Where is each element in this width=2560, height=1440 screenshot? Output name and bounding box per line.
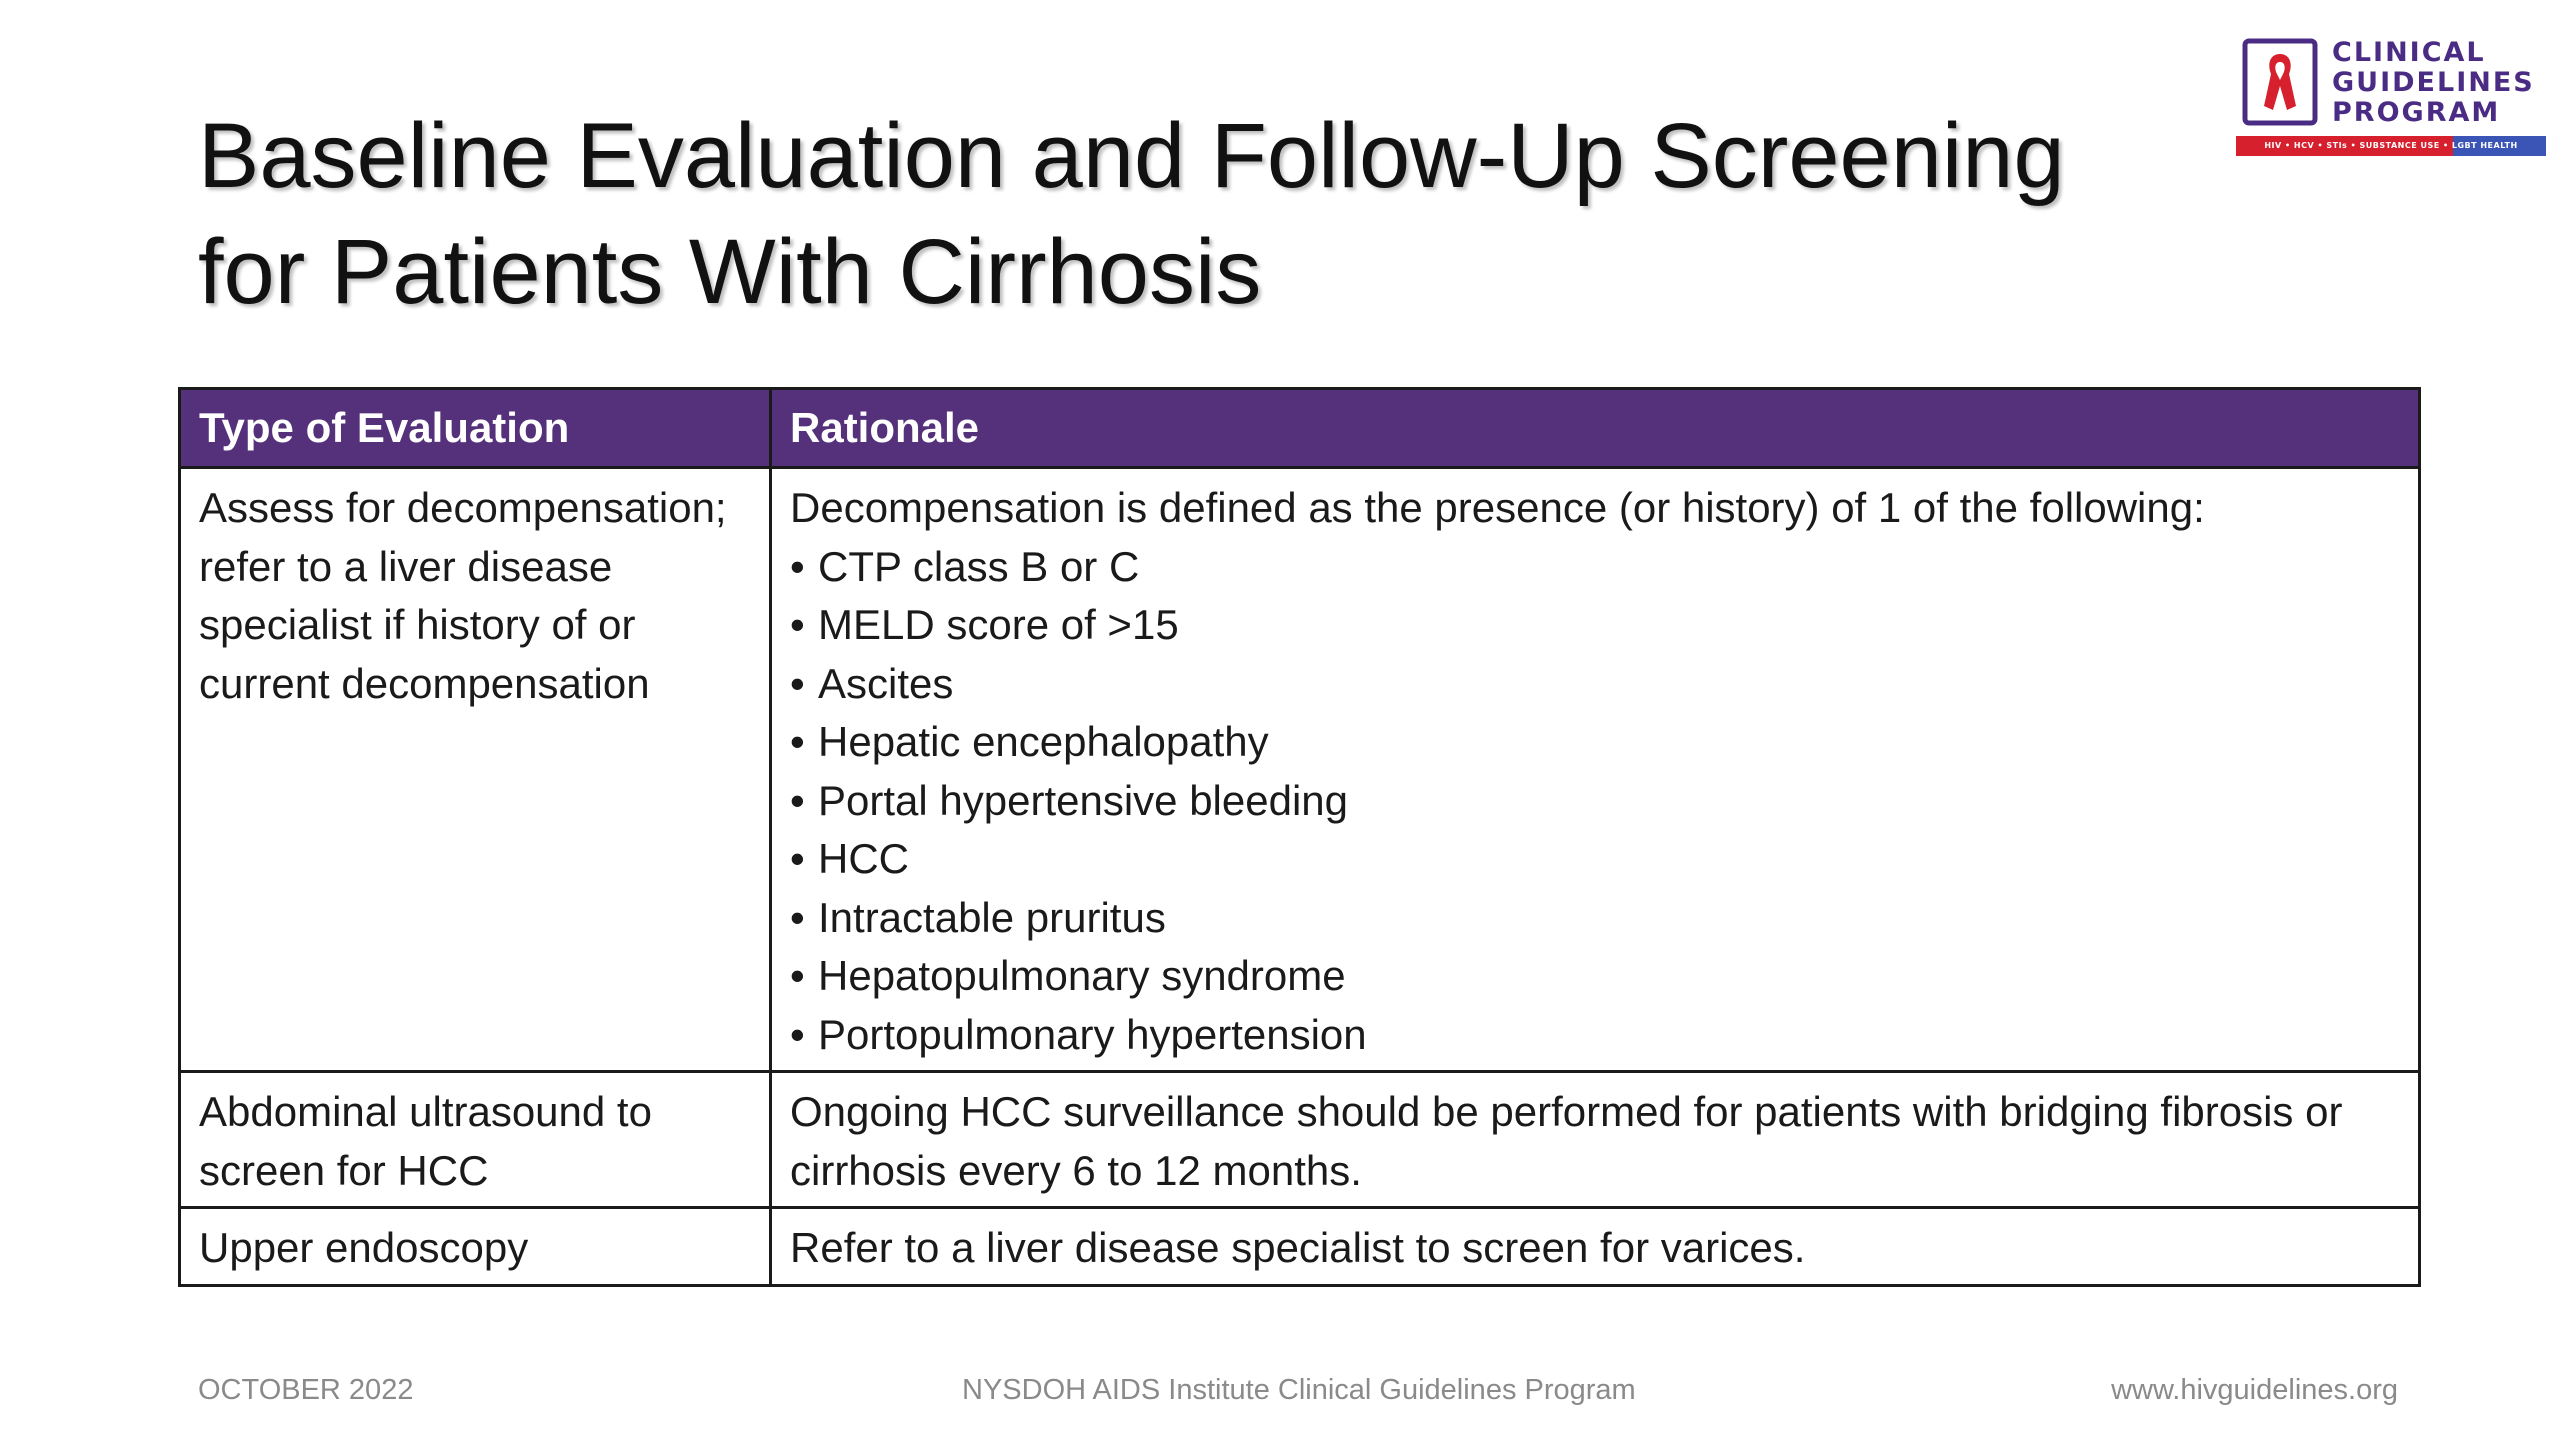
column-header-rationale: Rationale — [771, 389, 2420, 468]
table-row — [180, 1208, 2420, 1286]
list-item: • Portopulmonary hypertension — [790, 1006, 2400, 1065]
rationale-cell: Refer to a liver disease specialist to screen for varices. — [771, 1208, 2420, 1286]
clinical-guidelines-program-logo — [2236, 38, 2546, 160]
logo-wordmark — [2332, 38, 2535, 128]
decompensation-criteria-list — [790, 538, 2400, 1065]
list-item: • MELD score of >15 — [790, 596, 2400, 655]
logo-word-1: CLINICAL — [2332, 37, 2486, 68]
list-item: • Portal hypertensive bleeding — [790, 772, 2400, 831]
rationale-cell: Ongoing HCC surveillance should be performed for patients with bridging fibrosis or cirrhosis every 6 to 12 months. — [771, 1072, 2420, 1208]
rationale-cell — [771, 468, 2420, 1072]
evaluation-table — [178, 387, 2421, 1287]
evaluation-cell: Abdominal ultrasound to screen for HCC — [180, 1072, 771, 1208]
awareness-ribbon-icon — [2242, 38, 2318, 126]
footer-organization: NYSDOH AIDS Institute Clinical Guidelines Program — [962, 1374, 1636, 1406]
list-item: • HCC — [790, 830, 2400, 889]
footer-date: OCTOBER 2022 — [198, 1374, 414, 1406]
slide-title-line-1: Baseline Evaluation and Follow-Up Screening — [198, 105, 2065, 207]
slide-title-line-2: for Patients With Cirrhosis — [198, 221, 1262, 323]
evaluation-cell: Assess for decompensation; refer to a liver disease specialist if history of or current decompensation — [180, 468, 771, 1072]
evaluation-cell: Upper endoscopy — [180, 1208, 771, 1286]
list-item: • Hepatopulmonary syndrome — [790, 947, 2400, 1006]
list-item: • Ascites — [790, 655, 2400, 714]
list-item: • Hepatic encephalopathy — [790, 713, 2400, 772]
rationale-intro: Decompensation is defined as the presence (or history) of 1 of the following: — [790, 484, 2205, 531]
footer-website: www.hivguidelines.org — [2111, 1374, 2398, 1406]
list-item: • Intractable pruritus — [790, 889, 2400, 948]
slide-title — [198, 98, 2158, 330]
table-row — [180, 468, 2420, 1072]
table-row — [180, 1072, 2420, 1208]
logo-word-2: GUIDELINES — [2332, 67, 2535, 98]
logo-tagline-bar: HIV • HCV • STIs • SUBSTANCE USE • LGBT HEALTH — [2236, 136, 2546, 156]
logo-word-3: PROGRAM — [2332, 97, 2501, 128]
column-header-evaluation: Type of Evaluation — [180, 389, 771, 468]
list-item: • CTP class B or C — [790, 538, 2400, 597]
table-header-row — [180, 389, 2420, 468]
